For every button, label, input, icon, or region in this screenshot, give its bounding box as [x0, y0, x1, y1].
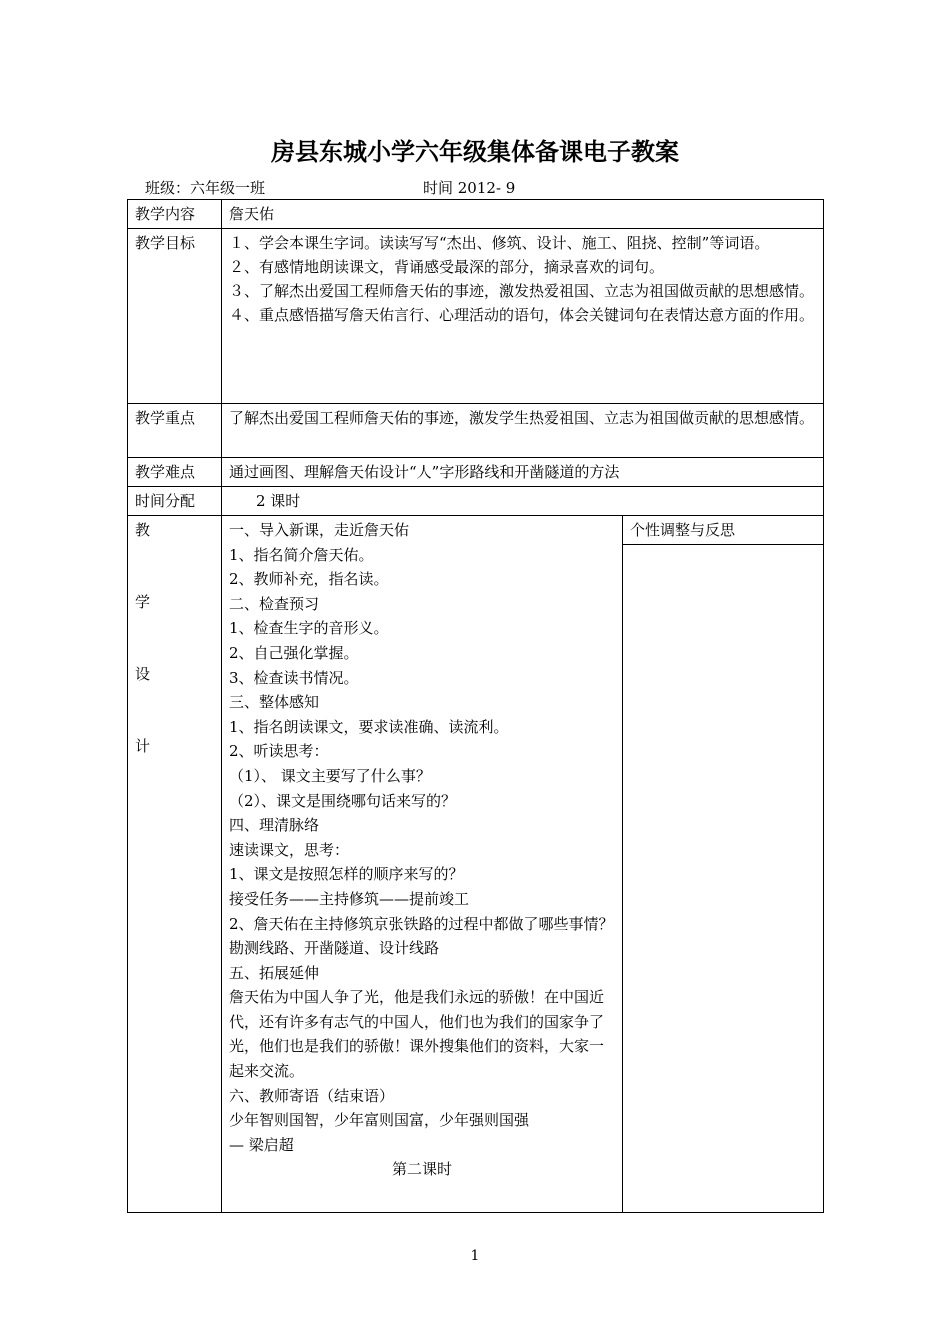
design-line: 四、理清脉络: [229, 816, 320, 835]
design-line: 三、整体感知: [229, 693, 320, 712]
second-lesson-heading: 第二课时: [391, 1160, 452, 1179]
row-focus: [128, 404, 824, 458]
reflection-label: 个性调整与反思: [623, 516, 823, 545]
design-line: 二、检查预习: [229, 594, 320, 613]
design-line: 1、指名简介詹天佑。: [229, 545, 374, 564]
design-line: 3、检查读书情况。: [229, 668, 359, 687]
difficulty-value: 通过画图、理解詹天佑设计“人”字形路线和开凿隧道的方法: [222, 458, 824, 487]
row-goals: [128, 229, 824, 404]
page-title: 房县东城小学六年级集体备课电子教案: [271, 138, 679, 166]
design-label-char: 计: [135, 737, 151, 755]
design-line: 一、导入新课，走近詹天佑: [229, 521, 410, 539]
design-line: （1）、 课文主要写了什么事？: [229, 766, 431, 785]
goal-item: ４、重点感悟描写詹天佑言行、心理活动的语句，体会关键词句在表情达意方面的作用。: [229, 306, 815, 324]
design-line: — 梁启超: [229, 1135, 294, 1154]
lesson-plan-table: [127, 199, 824, 1213]
design-line: 1、检查生字的音形义。: [229, 619, 389, 638]
row-design: [128, 516, 824, 1213]
class-info: 班级：六年级一班: [145, 179, 266, 197]
row-content: [128, 200, 824, 229]
time-value: 2 课时: [222, 487, 824, 516]
focus-label: 教学重点: [128, 404, 222, 458]
goals-list: [222, 229, 824, 404]
row-difficulty: [128, 458, 824, 487]
goals-label: 教学目标: [128, 229, 222, 404]
design-label-char: 教: [135, 521, 151, 539]
content-label: 教学内容: [128, 200, 222, 229]
design-line: 2、教师补充，指名读。: [229, 570, 389, 589]
design-label-char: 学: [135, 593, 151, 611]
design-line: 2、听读思考：: [229, 742, 329, 761]
design-content: [222, 516, 623, 1213]
design-line: 2、自己强化掌握。: [229, 643, 359, 662]
design-label: [128, 516, 222, 1213]
design-line: 1、指名朗读课文，要求读准确、读流利。: [229, 717, 509, 736]
reflection-column: [623, 516, 824, 1213]
goal-item: １、学会本课生字词。读读写写“杰出、修筑、设计、施工、阻挠、控制”等词语。: [229, 234, 770, 252]
goal-item: ２、有感情地朗读课文，背诵感受最深的部分，摘录喜欢的词句。: [229, 258, 665, 276]
design-line: 1、课文是按照怎样的顺序来写的？: [229, 865, 464, 884]
design-line: 速读课文，思考：: [229, 840, 350, 859]
design-line: 六、教师寄语（结束语）: [229, 1086, 395, 1105]
design-line: 2、詹天佑在主持修筑京张铁路的过程中都做了哪些事情？: [229, 914, 614, 933]
design-line: 詹天佑为中国人争了光，他是我们永远的骄傲！在中国近代，还有许多有志气的中国人，他们也为我们的国家争了光，他们也是我们的骄傲！课外搜集他们的资料，大家一起来交流。: [229, 988, 605, 1081]
design-line: 少年智则国智，少年富则国富，少年强则国强: [229, 1111, 530, 1130]
design-line: （2）、课文是围绕哪句话来写的？: [229, 791, 457, 810]
page-number: 1: [470, 1248, 480, 1264]
difficulty-label: 教学难点: [128, 458, 222, 487]
design-line: 勘测线路、开凿隧道、设计线路: [229, 939, 440, 958]
design-line: 接受任务——主持修筑——提前竣工: [229, 889, 470, 908]
focus-value: 了解杰出爱国工程师詹天佑的事迹，激发学生热爱祖国、立志为祖国做贡献的思想感情。: [222, 404, 824, 458]
time-info: 时间 2012- 9: [423, 179, 516, 197]
row-time: [128, 487, 824, 516]
content-value: 詹天佑: [222, 200, 824, 229]
design-label-char: 设: [135, 665, 151, 683]
time-label: 时间分配: [128, 487, 222, 516]
goal-item: ３、了解杰出爱国工程师詹天佑的事迹，激发热爱祖国、立志为祖国做贡献的思想感情。: [229, 282, 815, 300]
design-line: 五、拓展延伸: [229, 963, 320, 982]
